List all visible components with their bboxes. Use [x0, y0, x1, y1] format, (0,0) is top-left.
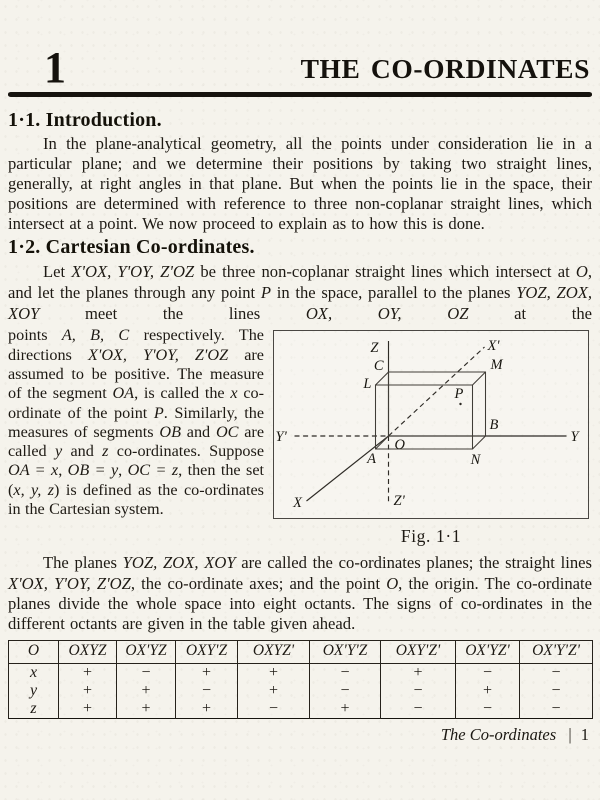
figure-label-c: C	[373, 358, 384, 375]
footer-separator: |	[568, 724, 572, 744]
math-text-segment: y	[54, 442, 63, 461]
text-segment: and	[62, 442, 103, 461]
octant-column-header: OXY'Z'	[381, 640, 456, 663]
octant-column-header: OX'Y'Z	[310, 640, 381, 663]
octant-sign-cell: −	[176, 682, 238, 700]
math-text-segment: OC = z	[127, 461, 179, 480]
math-text-segment: O	[386, 573, 399, 593]
octant-sign-cell: −	[310, 682, 381, 700]
octant-row-label: y	[9, 682, 59, 700]
octant-row-label: z	[9, 700, 59, 719]
octant-sign-cell: +	[381, 663, 456, 682]
figure-caption: Fig. 1·1	[400, 526, 462, 547]
section-1-1-heading: 1·1. Introduction.	[8, 109, 162, 131]
section-1-2-intro-paragraph	[8, 262, 592, 324]
text-segment: at the	[468, 303, 592, 323]
figure-label-y: Y	[570, 429, 579, 446]
box-edge-bn	[473, 436, 486, 449]
octant-table	[8, 640, 593, 719]
octant-column-header: OX'Y'Z'	[520, 640, 593, 663]
x-prime-axis-line	[389, 347, 485, 436]
math-text-segment: A, B, C	[61, 326, 130, 345]
octant-table-header-row	[9, 640, 593, 663]
math-text-segment: YOZ, ZOX, XOY	[8, 282, 592, 323]
page-title: THE CO-ORDINATES	[300, 53, 590, 84]
figure	[273, 330, 592, 547]
octant-sign-cell: −	[456, 663, 520, 682]
figure-label-p: P	[454, 386, 464, 403]
box-edge-mp	[473, 372, 486, 385]
figure-label-z-prime: Z'	[393, 493, 405, 510]
octant-sign-cell: −	[310, 663, 381, 682]
math-text-segment: OA = x	[8, 461, 59, 480]
text-segment: are assumed to be positive. The measure of the segment	[8, 345, 264, 403]
octant-column-header: OXYZ'	[238, 640, 310, 663]
math-text-segment: OB	[159, 422, 181, 441]
octant-sign-cell: +	[117, 700, 176, 719]
figure-label-y-prime: Y'	[275, 429, 287, 446]
text-segment: , the origin. The co-ordinate planes divide the whole space into eight octants. The signs of co-ordinates in the different octants are given in the table given ahead.	[8, 573, 592, 634]
figure-label-z: Z	[370, 340, 379, 357]
octant-sign-cell: +	[176, 663, 238, 682]
octant-table-row	[9, 682, 593, 700]
octant-table-row	[9, 700, 593, 719]
octant-sign-cell: −	[456, 700, 520, 719]
point-p-dot	[459, 403, 461, 405]
text-segment: respectively. The directions	[8, 326, 264, 364]
octant-sign-cell: −	[381, 682, 456, 700]
octant-sign-cell: +	[176, 700, 238, 719]
box-edge-oa	[376, 436, 389, 449]
math-text-segment: x	[230, 384, 238, 403]
octant-sign-cell: +	[238, 663, 310, 682]
section-1-2-heading: 1·2. Cartesian Co-ordinates.	[8, 236, 255, 258]
octant-sign-cell: −	[520, 700, 593, 719]
octant-sign-cell: −	[520, 682, 593, 700]
text-segment: are called the co-ordinates planes; the straight lines	[235, 553, 592, 573]
figure-label-x-prime: X'	[487, 338, 500, 355]
text-segment: meet the lines	[39, 303, 306, 323]
math-text-segment: z	[102, 442, 109, 461]
octant-column-header: OXY'Z	[176, 640, 238, 663]
text-segment: , the co-ordinate axes; and the point	[130, 573, 387, 593]
octant-sign-cell: −	[117, 663, 176, 682]
math-text-segment: P	[153, 403, 164, 422]
box-back-face	[389, 372, 486, 436]
math-text-segment: OA	[112, 384, 135, 403]
text-segment: , is called the	[134, 384, 231, 403]
figure-label-o: O	[394, 437, 405, 454]
math-text-segment: YOZ, ZOX, XOY	[122, 553, 236, 573]
page-footer	[8, 725, 592, 745]
math-text-segment: X'OX, Y'OY, Z'OZ	[71, 262, 195, 281]
text-segment: points	[8, 326, 62, 345]
text-segment: , and let the planes through any point	[8, 262, 592, 302]
text-segment: In the plane-analytical geometry, all the points under consideration lie in a particular plane; and we determine their positions by taking two straight lines, generally, at right angles in that plane. But when the points lie in the space, their positions are determined with reference to three non-coplanar straight lines, which intersect at a point. We now proceed to explain as to how this is done.	[8, 134, 592, 233]
text-segment: be three non-coplanar straight lines which intersect at	[194, 262, 576, 281]
text-segment: are called	[8, 422, 264, 461]
figure-frame	[273, 330, 589, 519]
text-segment: . Similarly, the measures of segments	[8, 403, 265, 441]
figure-label-n: N	[470, 452, 481, 469]
octant-column-header: O	[9, 640, 59, 663]
math-text-segment: O	[575, 262, 588, 281]
octant-sign-cell: +	[456, 682, 520, 700]
math-text-segment: OC	[215, 422, 239, 441]
chapter-number: 1	[44, 43, 66, 92]
octant-table-row	[9, 663, 593, 682]
text-segment: in the space, parallel to the planes	[271, 282, 517, 302]
text-segment: and	[180, 422, 216, 441]
octant-sign-cell: +	[59, 700, 117, 719]
text-segment: co-ordinate of the point	[8, 384, 264, 422]
math-text-segment: X'OX, Y'OY, Z'OZ	[8, 573, 131, 593]
text-segment: co-ordinates. Suppose	[108, 442, 265, 461]
text-segment: The planes	[43, 553, 123, 573]
text-segment: ,	[118, 461, 128, 480]
math-text-segment: OX, OY, OZ	[305, 303, 469, 323]
text-segment: ,	[58, 461, 68, 480]
octant-column-header: OX'YZ	[117, 640, 176, 663]
figure-label-l: L	[363, 376, 372, 393]
octant-sign-cell: +	[59, 682, 117, 700]
figure-label-b: B	[489, 417, 499, 434]
x-axis-line	[307, 436, 389, 501]
text-segment: Let	[43, 262, 72, 281]
math-text-segment: P	[260, 282, 272, 302]
octant-sign-cell: +	[59, 663, 117, 682]
math-text-segment: OB = y	[67, 461, 119, 480]
text-segment: , then the set (	[8, 461, 265, 499]
wrapped-paragraph	[8, 326, 264, 547]
math-text-segment: X'OX, Y'OY, Z'OZ	[87, 345, 229, 364]
octant-sign-cell: −	[520, 663, 593, 682]
octant-sign-cell: −	[381, 700, 456, 719]
text-segment: ) is defined as the co-ordinates in the Cartesian system.	[8, 480, 264, 519]
figure-label-x: X	[293, 495, 302, 512]
octant-sign-cell: +	[117, 682, 176, 700]
octant-sign-cell: +	[310, 700, 381, 719]
footer-page-number: 1	[580, 724, 589, 744]
octant-sign-cell: +	[238, 682, 310, 700]
figure-text-wrap	[8, 326, 592, 547]
footer-running-title: The Co-ordinates	[440, 724, 557, 744]
octant-sign-cell: −	[238, 700, 310, 719]
octant-column-header: OX'YZ'	[456, 640, 520, 663]
figure-label-m: M	[490, 357, 503, 374]
figure-label-a: A	[367, 451, 376, 468]
octant-column-header: OXYZ	[59, 640, 117, 663]
after-figure-paragraph	[8, 553, 592, 634]
section-1-1-paragraph	[8, 134, 592, 234]
coordinate-axes-diagram	[274, 331, 587, 517]
math-text-segment: x, y, z	[13, 480, 55, 499]
octant-row-label: x	[9, 663, 59, 682]
header-rule	[8, 92, 592, 97]
chapter-header	[8, 0, 592, 97]
